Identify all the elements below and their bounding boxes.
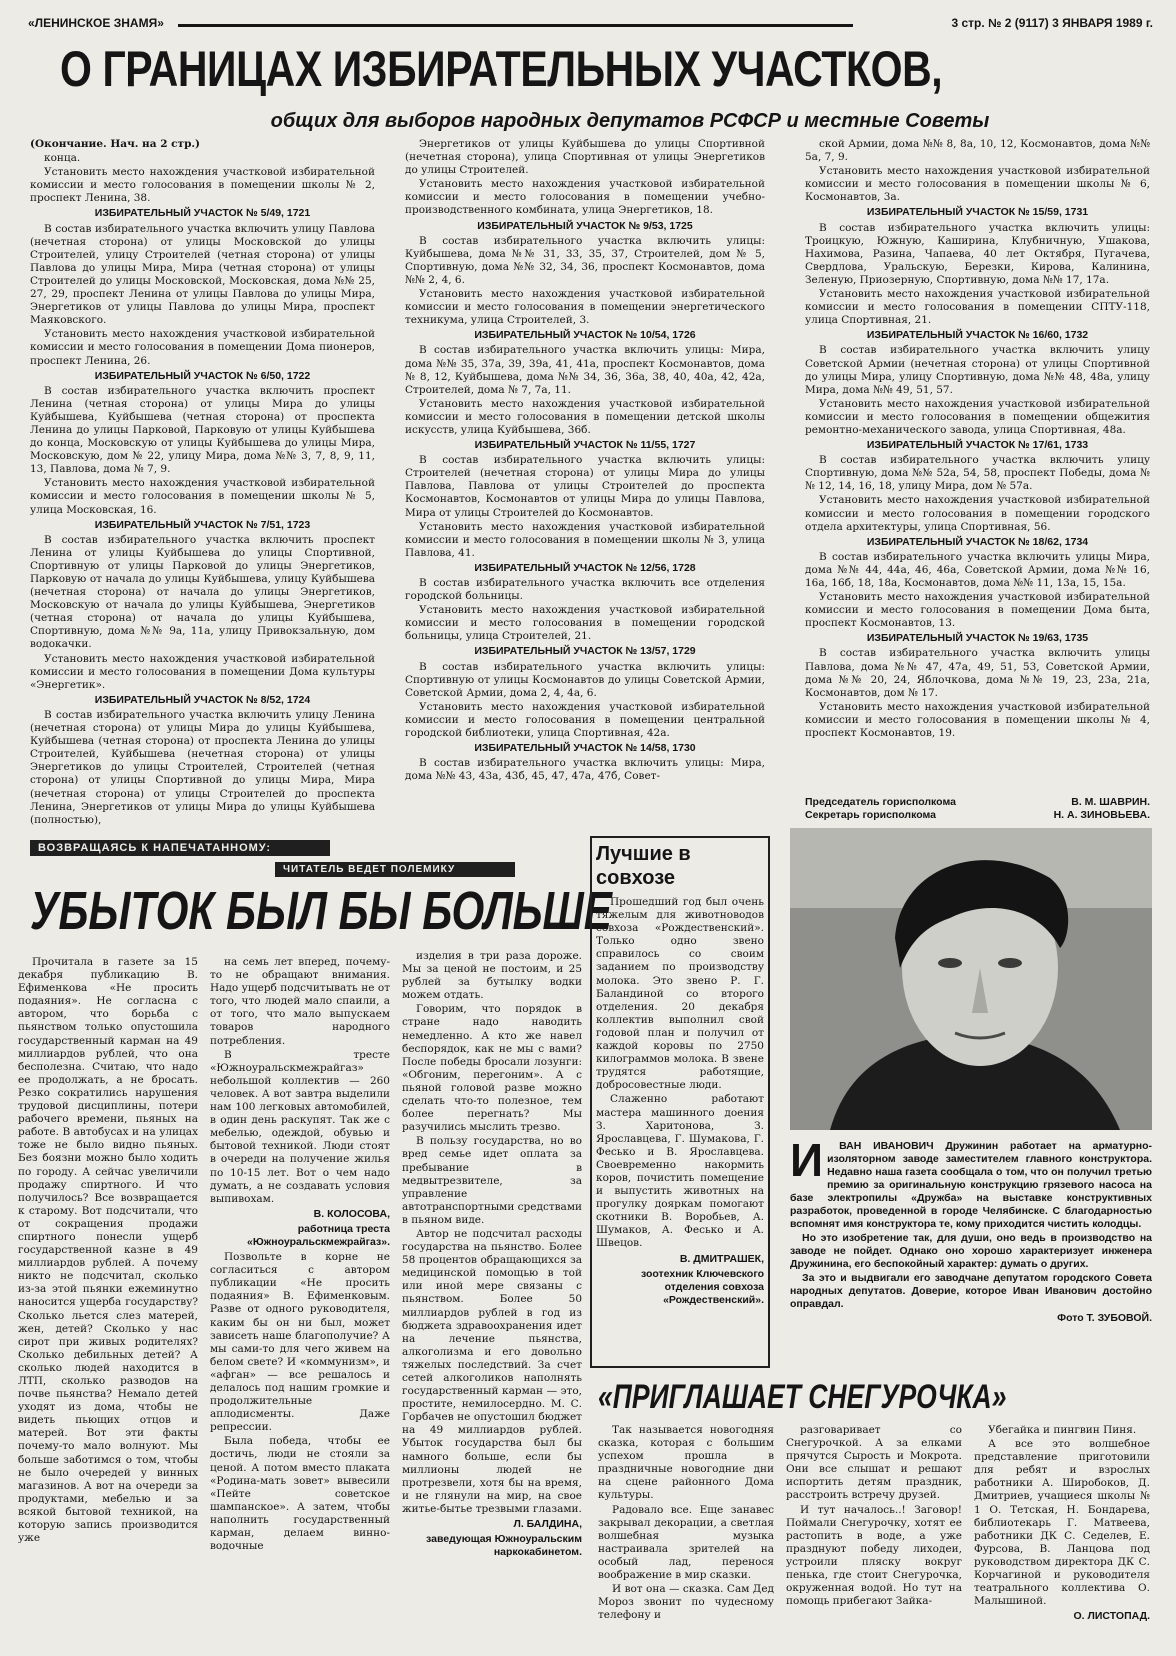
snow-column-2 [786,1424,962,1646]
paragraph: В состав избирательного участка включить улицы: Строителей (нечетная сторона) от улицы Мира до улицы Павлова, Павлова от улицы Строителей до проспекта Космонавтов, Космонавтов от улицы Мира до улицы Павлова, Мира от улицы Строителей до Космонавтов. [405,454,765,519]
paragraph: Позвольте в корне не согласиться с автором публикации «Не просить подаяния» В. Ефименковым. Разве от одного руководителя, каким бы он ни был, может зависеть наше благополучие? А мы сами-то для чего живем на белом свете? И «коммунизм», и «афган» — все решалось и делалось под нашим громкие и продолжительные аплодисменты. Даже репрессии. [210,1251,390,1434]
district-heading: ИЗБИРАТЕЛЬНЫЙ УЧАСТОК № 6/50, 1722 [94,369,311,382]
district-heading: ИЗБИРАТЕЛЬНЫЙ УЧАСТОК № 19/63, 1735 [866,632,1089,645]
author-signature: В. ДМИТРАШЕК, [679,1252,764,1265]
best-body [596,896,764,1366]
paragraph: Установить место нахождения участковой избирательной комиссии и место голосования в помещении Дома культуры «Энергетик». [30,652,375,691]
district-heading: ИЗБИРАТЕЛЬНЫЙ УЧАСТОК № 13/57, 1729 [474,645,696,658]
paragraph: В состав избирательного участка включить улицу Павлова (нечетная сторона) от улицы Московской до улицы Строителей, улицу Строителей (четная сторона) от улицы Павлова до улицы Мира, Мира (четная сторона) от улицы Строителей до улицы Московской, Московская, дома №№ 25, 27, 29, проспект Ленина от улицы Павлова до улицы Мира, Энергетиков от улицы Павлова до улицы Мира, проспект Маяковского. [30,222,375,327]
main-subheadline: общих для выборов народных депутатов РСФСР и местные Советы [270,110,990,132]
paragraph: Прошедший год был очень тяжелым для животноводов совхоза «Рождественский». Только одно звено справилось со своим заданием по производству молока. Это звено Р. Г. Баландиной со второго отделения. 20 декабря коллектив выполнил свой годовой план и получил от каждой коровы по 2750 килограммов молока. В звене трудятся работящие, добросовестные люди. [596,896,764,1092]
borders-column-2 [405,138,765,832]
rubric-bar: ВОЗВРАЩАЯСЬ К НАПЕЧАТАННОМУ: [30,840,330,856]
paragraph: В состав избирательного участка включить улицу Советской Армии (нечетная сторона) от улицы Спортивной до улицы Мира, улицу Спортивную, дома №№ 48, 48а, улицу Мира, дома №№ 49, 51, 57. [805,344,1150,396]
district-heading: ИЗБИРАТЕЛЬНЫЙ УЧАСТОК № 10/54, 1726 [474,329,696,342]
paragraph: Установить место нахождения участковой избирательной комиссии и место голосования в помещении учебно-производственного комбината, улица Энергетиков, 18. [405,178,765,217]
paragraph: Установить место нахождения участковой избирательной комиссии и место голосования в помещении Дома пионеров, проспект Ленина, 26. [30,328,375,367]
paragraph: И тут началось..! Заговор! Поймали Снегурочку, хотят ее растопить в воде, а уже празднуют победу лиходеи, устроили пляску вокруг пенька, где стоит Снегурочка, окруженная водой. Но тут на помощь прибегают Зайка- [786,1503,962,1608]
paragraph: Прочитала в газете за 15 декабря публикацию В. Ефименкова «Не просить подаяния». Не согласна с автором, что борьба с пьянством только опустошила государственный карман на 49 миллиардов рублей, что она бесполезна. Считаю, что надо ее продолжать, а не бросать. Резко сократились нарушения трудовой дисциплины, потери рабочего времени, пьяных на работе. В автобусах и на улицах тоже не было видно пьяных. Без боязни можно было ходить по городу. А сейчас увеличили продажу спиртного. И что получилось? Все возвращается к старому. Вот подсчитали, что от сокращения продажи спиртного понесли ущерб государственной казне в 49 миллиардов рублей. А почему никто не подсчитал, сколько из-за этой пьянки ежеминутно наносится ущерба государству? Сколько льется слез матерей, жен, детей? Сколько у нас сирот при живых родителях? Сколько дебильных детей? А сколько людей находится в ЛТП, сколько разводов на почве пьянства? Немало детей уходят из дома, чтобы не видеть пьющих отцов и матерей. Вот эти факты почему-то мало волнуют. Мы больше заботимся о том, чтобы не было очередей у винных магазинов. А вот на очереди за продуктами, мебелью и за всякой бытовой техникой, на которую запись производится уже [18,956,198,1545]
district-heading: ИЗБИРАТЕЛЬНЫЙ УЧАСТОК № 14/58, 1730 [474,742,696,755]
signature-name: В. М. ШАВРИН. [1071,796,1150,808]
paragraph: Радовало все. Еще занавес закрывал декорации, а светлая волшебная музыка настраивала зрителей на особый лад, перенося воображение в мир сказки. [598,1503,774,1582]
paragraph: В состав избирательного участка включить улицу Спортивную, дома №№ 52а, 54, 58, проспект Победы, дома №№ 12, 14, 16, 18, улицу Мира, дом № 57а. [805,454,1150,493]
signature-role: Председатель горисполкома [805,796,956,808]
district-heading: ИЗБИРАТЕЛЬНЫЙ УЧАСТОК № 5/49, 1721 [94,207,311,220]
caption-paragraph: ВАН ИВАНОВИЧ Дружинин работает на арматурно-изоляторном заводе заместителем главного конструктора. Недавно наша газета сообщала о том, что он получил третью премию за оригинальную конструкцию грязевого насоса на базе электропилы «Дружба» на выставке конструктивных разработок, проведенной в городе Челябинске. С благодарностью вспомнят имя конструктора те, кому приходится чистить колодцы. [790,1140,1152,1230]
paragraph: на семь лет вперед, почему-то не обращают внимания. Надо ущерб подсчитывать не от того, что людей мало спаили, а от того, что мало выпускаем товаров народного потребления. [210,956,390,1047]
paragraph: Говорим, что порядок в стране надо наводить немедленно. А кто же навел беспорядок, как не мы с вами? После победы бросали лозунги: «Обгоним, перегоним». А с пьяной головой разве можно сделать что-то полезное, тем более перегнать? Мы разучились мыслить трезво. [402,1003,582,1134]
masthead-rule [178,24,853,27]
signature-name: Н. А. ЗИНОВЬЕВА. [1053,809,1150,821]
paragraph: ской Армии, дома №№ 8, 8а, 10, 12, Космонавтов, дома №№ 5а, 7, 9. [805,138,1150,164]
best-box [590,836,770,1368]
paragraph: В состав избирательного участка включить улицы: Куйбышева, дома №№ 31, 33, 35, 37, Строителей, дом № 5, Спортивную, дома №№ 32, 34, 36, проспект Космонавтов, дома №№ 2, 4, 6. [405,234,765,286]
newspaper-name: «ЛЕНИНСКОЕ ЗНАМЯ» [28,16,164,30]
paragraph: Установить место нахождения участковой избирательной комиссии и место голосования в помещении СПТУ-118, улица Спортивная, 21. [805,288,1150,327]
subrubric-bar: ЧИТАТЕЛЬ ВЕДЕТ ПОЛЕМИКУ [275,862,515,877]
paragraph: В состав избирательного участка включить улицы: Спортивную от улицы Космонавтов до улицы Советской Армии, Советской Армии, дома 2, 4, 4а, 6. [405,660,765,699]
paragraph: Установить место нахождения участковой избирательной комиссии и место голосования в помещении Дома быта, проспект Космонавтов, 13. [805,591,1150,630]
continuation-note: (Окончание. Нач. на 2 стр.) [30,138,201,150]
paragraph: Была победа, чтобы ее достичь, люди не стояли за ценой. А потом вместо плаката «Родина-мать зовет» вывесили «Пейте советское шампанское». А затем, чтобы наполнить государственный карман, делаем винно-водочные [210,1435,390,1553]
paragraph: Установить место нахождения участковой избирательной комиссии и место голосования в помещении школы № 6, Космонавтов, 3а. [805,165,1150,204]
paragraph: Энергетиков от улицы Куйбышева до улицы Спортивной (нечетная сторона), улица Спортивная от улицы Энергетиков до улицы Строителей. [405,138,765,177]
signatures [805,796,1150,822]
paragraph: В состав избирательного участка включить улицу Ленина (нечетная сторона) от улицы Мира до улицы Куйбышева, Куйбышева (четная сторона) от проспекта Ленина до улицы Строителей, Куйбышева (нечетная сторона) от улицы Энергетиков до улицы Строителей, Строителей (четная сторона) от улицы Спортивной до улицы Мира, Мира (нечетная сторона) от улицы Строителей до проспекта Ленина, Энергетиков от улицы Мира до улицы Куйбышева (полностью), [30,708,375,826]
paragraph: Установить место нахождения участковой избирательной комиссии и место голосования в помещении городского отдела архитектуры, улица Спортивная, 56. [805,494,1150,533]
paragraph: А все это волшебное представление приготовили для ребят и взрослых работники А. Широбоков, Д. Дмитриев, учащиеся школы № 1 О. Тетская, Н. Бондарева, библиотекарь Г. Матвеева, работники ДК С. Седелев, Е. Фурсова, В. Ланцова под руководством директора ДК С. Корчагиной и руководителя театрального коллектива О. Малышиной. [974,1438,1150,1608]
paragraph: В состав избирательного участка включить улицы: Мира, дома №№ 35, 37а, 39, 39а, 41, 41а, проспект Космонавтов, дома № 8, 12, Куйбышева, дома №№ 34, 36, 36а, 38, 40, 40а, 42, 42а, Строителей, дома № 7, 7а, 11. [405,344,765,396]
paragraph: В пользу государства, но во вред семье идет оплата за пребывание в медвытрезвителе, за управление автотранспортными средствами в пьяном виде. [402,1135,582,1226]
borders-column-1 [30,138,375,838]
paragraph: Установить место нахождения участковой избирательной комиссии и место голосования в помещении школы № 2, проспект Ленина, 38. [30,166,375,205]
drop-cap: И [790,1134,824,1186]
paragraph: В состав избирательного участка включить улицы Мира, дома №№ 44, 44а, 46, 46а, Советской Армии, дома №№ 16, 16а, 16б, 18, 18а, Космонавтов, дома №№ 11, 13а, 15, 15а. [805,550,1150,589]
paragraph: Установить место нахождения участковой избирательной комиссии и место голосования в помещении детской школы искусств, улица Куйбышева, 36б. [405,397,765,436]
paragraph: Слаженно работают мастера машинного доения З. Харитонова, З. Ярославцева, Г. Шумакова, Г. Фесько и В. Ярославцева. Своевременно накормить коров, почистить помещение и выпустить животных на прогулку дояркам помогают скотники В. Воробьев, А. Шумаков, А. Фесько и А. Швецов. [596,1093,764,1250]
snow-title: «ПРИГЛАШАЕТ СНЕГУРОЧКА» [598,1378,1007,1416]
signature-row [805,796,1150,809]
caption-paragraph: За это и выдвигали его заводчане депутатом городского Совета народных депутатов. Доверие, которое Иван Иванович достойно оправдал. [790,1272,1152,1310]
district-heading: ИЗБИРАТЕЛЬНЫЙ УЧАСТОК № 17/61, 1733 [866,439,1089,452]
paragraph: И вот она — сказка. Сам Дед Мороз звонит по чудесному телефону и [598,1583,774,1622]
main-headline: О ГРАНИЦАХ ИЗБИРАТЕЛЬНЫХ УЧАСТКОВ, [60,41,943,97]
paragraph: В состав избирательного участка включить все отделения городской больницы. [405,577,765,603]
paragraph: Установить место нахождения участковой избирательной комиссии и место голосования в помещении городской больницы, улица Строителей, 21. [405,604,765,643]
district-heading: ИЗБИРАТЕЛЬНЫЙ УЧАСТОК № 9/53, 1725 [477,219,693,232]
photo-credit: Фото Т. ЗУБОВОЙ. [1057,1312,1152,1324]
paragraph: изделия в три раза дороже. Мы за ценой не постоим, и 25 рублей за бутылку водки можем отдать. [402,950,582,1002]
paragraph: В состав избирательного участка включить улицы: Троицкую, Южную, Каширина, Клубничную, Ушакова, Нахимова, Разина, Чапаева, 40 лет Октября, Пугачева, Свердлова, Уральскую, Березки, Кирова, Калинина, Зеленую, Приозерную, Спортивную, дома №№ 17, 17а. [805,221,1150,286]
district-heading: ИЗБИРАТЕЛЬНЫЙ УЧАСТОК № 8/52, 1724 [94,693,311,706]
district-heading: ИЗБИРАТЕЛЬНЫЙ УЧАСТОК № 11/55, 1727 [474,439,696,452]
paragraph: В состав избирательного участка включить проспект Ленина от улицы Куйбышева до улицы Спортивной, Спортивную от улицы Парковой до улицы Энергетиков, Парковую от начала до улицы Куйбышева, улицу Куйбышева (нечетная сторона) от начала до улицы Энергетиков, Московскую от начала до улицы Куйбышева, Энергетиков (четная сторона) от начала до улицы Куйбышева, Спортивную, дома №№ 9а, 11а, улицу Привокзальную, дом водокачки. [30,533,375,651]
district-heading: ИЗБИРАТЕЛЬНЫЙ УЧАСТОК № 16/60, 1732 [866,329,1089,342]
paragraph: В состав избирательного участка включить улицы: Мира, дома №№ 43, 43а, 43б, 45, 47, 47а, 47б, Совет- [405,757,765,783]
paragraph: Установить место нахождения участковой избирательной комиссии и место голосования в помещении центральной городской библиотеки, улица Спортивная, 42а. [405,700,765,740]
district-heading: ИЗБИРАТЕЛЬНЫЙ УЧАСТОК № 7/51, 1723 [94,518,311,531]
portrait-caption [790,1134,1152,1366]
issue-info: 3 стр. № 2 (9117) 3 ЯНВАРЯ 1989 г. [951,16,1153,30]
paragraph: Автор не подсчитал расходы государства на пьянство. Более 58 процентов обращающихся за медицинской помощью в той или иной мере связаны с пьянством. Более 50 миллиардов рублей в год из бюджета здравоохранения идет на лечение пьянства, алкоголизма и его довольно тяжелых последствий. За счет сетей алкоголиков наполнять государственный карман — это, простите, немилосердно. М. С. Горбачев не опустошил бюджет на 49 миллиардов рублей. Убыток государства был бы намного больше, если бы миллионы людей не протрезвели, хотя бы на время, и не глянули на мир, на свое житье-бытье трезвыми глазами. [402,1227,582,1515]
district-heading: ИЗБИРАТЕЛЬНЫЙ УЧАСТОК № 18/62, 1734 [866,535,1089,548]
paragraph: конца. [44,152,81,165]
paragraph: В состав избирательного участка включить улицы Павлова, дома №№ 47, 47а, 49, 51, 53, Советской Армии, дома №№ 20, 24, Яблочкова, дома №№ 19, 23, 23а, 21а, Космонавтов, дом № 17. [805,647,1150,699]
author-signature: Л. БАЛДИНА, [513,1518,582,1531]
borders-column-3 [805,138,1150,793]
paragraph: Установить место нахождения участковой избирательной комиссии и место голосования в помещении энергетического техникума, улица Строителей, 3. [405,288,765,327]
paragraph: В тресте «Южноуральскмежрайгаз» небольшой коллектив — 260 человек. А вот завтра выделили нам 100 легковых автомобилей, в один день раскупят. Так же с мебелью, одеждой, обувью и бытовой техникой. Люди стоят в очереди на получение жилья по 10-15 лет. Вот о чем надо думать, а не создавать условия выпивохам. [210,1048,390,1205]
district-heading: ИЗБИРАТЕЛЬНЫЙ УЧАСТОК № 15/59, 1731 [866,206,1089,219]
paragraph: В состав избирательного участка включить проспект Ленина (четная сторона) от улицы Мира до улицы Куйбышева, Куйбышева (четная сторона) от проспекта Ленина до улицы Парковой, Парковую от улицы Куйбышева до конца, Московскую от улицы Куйбышева до улицы Мира, Московскую, дом № 22, улицу Мира, дома №№ 3, 7, 8, 9, 11, 13, Павлова, дома № 7, 9. [30,384,375,476]
paragraph: Установить место нахождения участковой избирательной комиссии и место голосования в помещении общежития ремонтно-механического завода, улица Спортивная, 48а. [805,397,1150,436]
portrait-illustration [790,828,1152,1130]
paragraph: разговаривает со Снегурочкой. А за елками прячутся Сырость и Мокрота. Они все слышат и решают испортить детям праздник, расстроить встречу друзей. [786,1424,962,1502]
polemic-column-2 [210,956,390,1646]
polemic-title: УБЫТОК БЫЛ БЫ БОЛЬШЕ [30,881,612,941]
polemic-column-3 [402,950,582,1646]
portrait-photo [790,828,1152,1130]
author-signature: В. КОЛОСОВА, [313,1207,390,1220]
paragraph: Установить место нахождения участковой избирательной комиссии и место голосования в помещении школы № 5, улица Московская, 16. [30,477,375,516]
masthead [28,16,1153,38]
best-title: Лучшие в совхозе [596,843,691,889]
caption-paragraph: Но это изобретение так, для души, оно ведь в производство на заводе не пойдет. Однако оно хорошо характеризует инженера Дружинина, его беспокойный характер: думать о других. [790,1232,1152,1270]
paragraph: Так называется новогодняя сказка, которая с большим успехом прошла в праздничные новогодние дни на сцене районного Дома культуры. [598,1424,774,1502]
paragraph: Установить место нахождения участковой избирательной комиссии и место голосования в помещении школы № 4, проспект Космонавтов, 19. [805,700,1150,740]
author-signature: работница треста «Южноуральскмежрайгаз». [247,1222,390,1248]
author-signature: зоотехник Ключевского отделения совхоза «Рождественский». [641,1267,764,1306]
signature-row [805,809,1150,822]
paragraph: Убегайка и пингвин Пиня. [988,1424,1137,1436]
signature-role: Секретарь горисполкома [805,809,936,821]
author-signature: О. ЛИСТОПАД. [1073,1610,1150,1623]
polemic-column-1 [18,956,198,1646]
snow-column-3 [974,1424,1150,1646]
author-signature: заведующая Южноуральским наркокабинетом. [426,1533,582,1559]
snow-column-1 [598,1424,774,1646]
district-heading: ИЗБИРАТЕЛЬНЫЙ УЧАСТОК № 12/56, 1728 [474,561,696,574]
paragraph: Установить место нахождения участковой избирательной комиссии и место голосования в помещении школы № 3, улица Павлова, 41. [405,520,765,559]
